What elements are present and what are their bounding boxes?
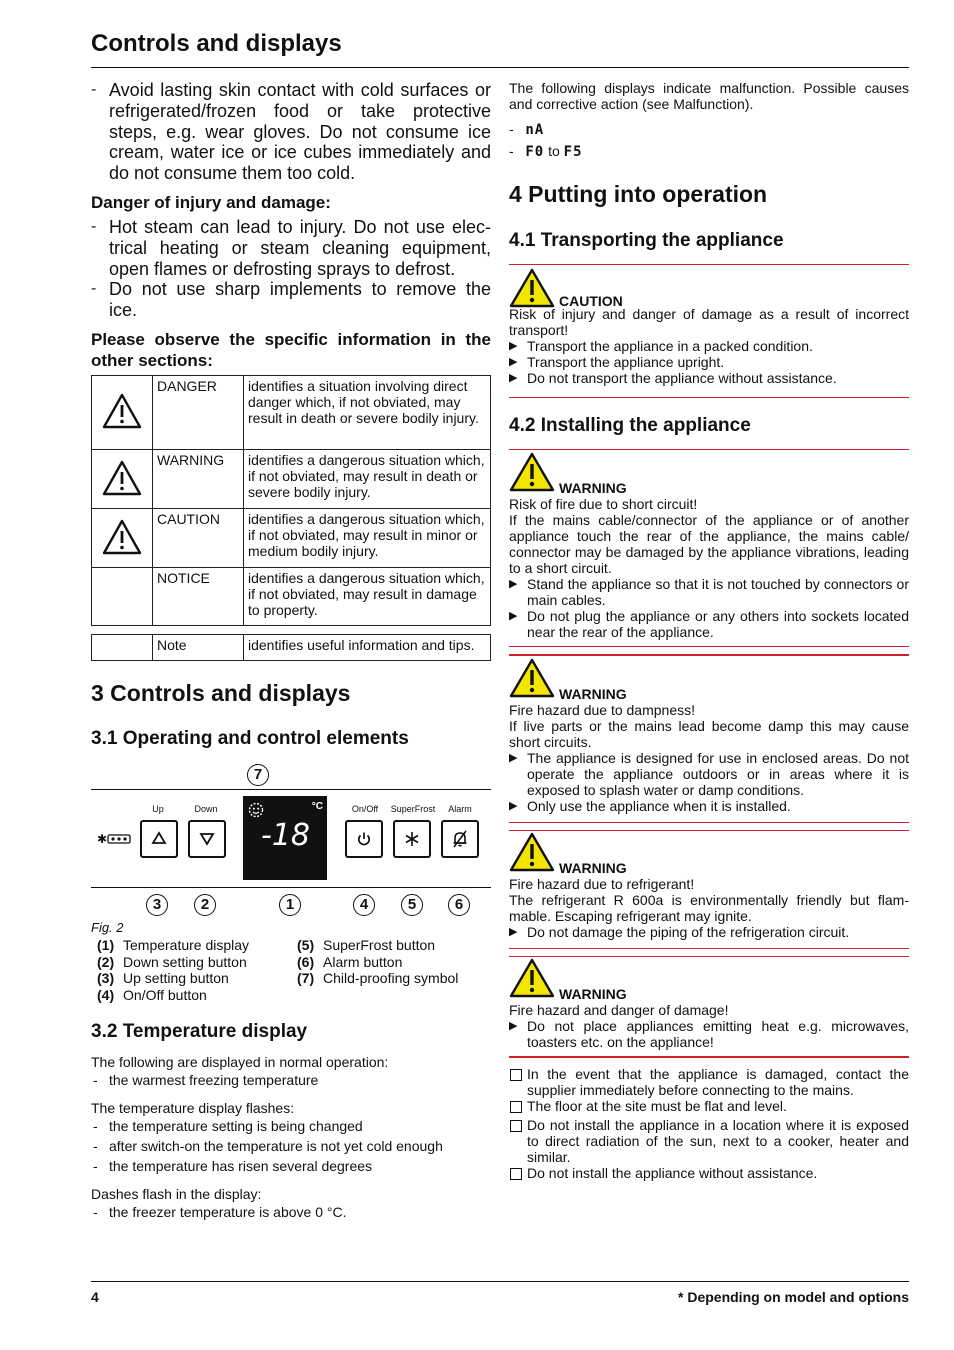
- header-rule: [91, 67, 909, 68]
- dash-list: [91, 1202, 491, 1222]
- list-item: Do not install the appliance without assistance.: [509, 1165, 909, 1181]
- temperature-display-text: [91, 1054, 491, 1222]
- note-description: identifies useful information and tips.: [244, 635, 491, 661]
- warning-triangle-icon: [509, 268, 555, 313]
- warning-line: If live parts or the mains lead become damp this may cause short circuits.: [509, 718, 909, 750]
- intro-bullet-list: [91, 80, 491, 184]
- panel-bottom-rule: [91, 887, 491, 888]
- list-item: ▶ Only use the appliance when it is installed.: [509, 798, 909, 814]
- triangle-up-icon: [142, 822, 176, 856]
- dash-intro: Dashes flash in the display:: [91, 1186, 262, 1202]
- warning-steps: [509, 576, 909, 640]
- section-4-title: 4 Putting into operation: [509, 181, 768, 207]
- list-item: - Hot steam can lead to injury. Do not use elec-trical heating or steam cleaning equipment, open flames or defrosting sprays to defrost.: [91, 217, 491, 279]
- page-number: 4: [91, 1289, 99, 1305]
- warning-label: WARNING: [559, 860, 627, 876]
- warning-triangle-icon: [509, 832, 555, 877]
- warning-triangle-icon: [92, 509, 153, 568]
- callout-6: 6: [448, 894, 470, 916]
- down-button[interactable]: [188, 820, 226, 858]
- power-icon: [347, 822, 381, 856]
- table-row: [92, 376, 491, 450]
- signal-description: identifies a situation involving direct danger which, if not obviated, may result in death or severe bodily injury.: [244, 376, 491, 450]
- table-row: [92, 509, 491, 568]
- red-rule: [509, 830, 909, 831]
- panel-top-rule: [91, 789, 491, 790]
- danger-heading: Danger of injury and damage:: [91, 192, 331, 212]
- checklist: [509, 1066, 909, 1181]
- legend-item: (2) Down setting button: [97, 953, 247, 970]
- warning-triangle-icon: [509, 452, 555, 497]
- code-f5: F5: [563, 144, 583, 160]
- caution-block: [509, 268, 909, 386]
- legend-left: [97, 937, 287, 1003]
- onoff-label: On/Off: [351, 804, 379, 814]
- list-item: ▶ Transport the appliance in a packed condition.: [509, 338, 909, 354]
- list-item: ▶ Transport the appliance upright.: [509, 354, 909, 370]
- red-rule: [509, 654, 909, 656]
- code-f0: F0: [525, 144, 545, 160]
- red-rule: [509, 1056, 909, 1058]
- note-table: [91, 634, 491, 661]
- signal-word-table: [91, 375, 491, 626]
- code-na: nA: [525, 122, 545, 138]
- legend-item: (7) Child-proofing symbol: [297, 970, 459, 986]
- alarm-button[interactable]: [441, 820, 479, 858]
- list-item: - the warmest freezing temperature: [91, 1070, 491, 1090]
- code-to-word: to: [548, 143, 560, 159]
- legend-right: [297, 937, 491, 987]
- list-item: - Do not use sharp implements to remove the ice.: [91, 279, 491, 321]
- callout-4: 4: [353, 894, 375, 916]
- list-item: ▶ Do not transport the appliance without assistance.: [509, 370, 909, 386]
- warning-line: Fire hazard and danger of damage!: [509, 1002, 729, 1018]
- flash-list: [91, 1116, 491, 1176]
- list-item: In the event that the appliance is damaged, contact the supplier immediately before connecting to the mains.: [509, 1066, 909, 1098]
- red-rule: [509, 646, 909, 647]
- warning-triangle-icon: [509, 658, 555, 703]
- malfunction-codes: [509, 119, 909, 163]
- legend-item: (3) Up setting button: [97, 970, 229, 986]
- red-rule: [509, 449, 909, 450]
- list-item: ▶ The appliance is designed for use in enclosed areas. Do not operate the appliance outdoors or in areas where it is exposed to splash water or damp conditions.: [509, 750, 909, 798]
- red-rule: [509, 264, 909, 265]
- danger-bullet-list: [91, 217, 491, 321]
- warning-triangle-icon: [509, 958, 555, 1003]
- triangle-down-icon: [190, 822, 224, 856]
- flash-intro: The temperature display flashes:: [91, 1100, 295, 1116]
- warning-steps: [509, 1018, 909, 1050]
- freezer-stars-icon: [97, 832, 133, 851]
- section-4-2-title: 4.2 Installing the appliance: [509, 415, 751, 436]
- list-item: ▶ Do not place appliances emitting heat e.g. microwaves, toasters etc. on the appliance!: [509, 1018, 909, 1050]
- warning-label: WARNING: [559, 986, 627, 1002]
- signal-label: WARNING: [153, 450, 244, 509]
- list-item: ▶ Stand the appliance so that it is not touched by connectors or main cables.: [509, 576, 909, 608]
- red-rule: [509, 956, 909, 957]
- normal-list: [91, 1070, 491, 1090]
- warning-line: Fire hazard due to refrigerant!: [509, 876, 695, 892]
- callout-2: 2: [194, 894, 216, 916]
- table-row: [92, 450, 491, 509]
- signal-label: DANGER: [153, 376, 244, 450]
- red-rule: [509, 822, 909, 823]
- section-3-1-title: 3.1 Operating and control elements: [91, 728, 409, 749]
- footer-rule: [91, 1281, 909, 1282]
- list-item: - the freezer temperature is above 0 °C.: [91, 1202, 491, 1222]
- table-row: [92, 635, 491, 661]
- up-button[interactable]: [140, 820, 178, 858]
- red-rule: [509, 397, 909, 398]
- normal-intro: The following are displayed in normal operation:: [91, 1054, 389, 1070]
- temperature-display: [243, 796, 327, 880]
- section-3-2-title: 3.2 Temperature display: [91, 1021, 308, 1042]
- note-label: Note: [153, 635, 244, 661]
- onoff-button[interactable]: [345, 820, 383, 858]
- legend-item: (6) Alarm button: [297, 953, 403, 970]
- callout-7: 7: [247, 764, 269, 786]
- list-item: - the temperature setting is being changed: [91, 1116, 491, 1136]
- observe-heading: Please observe the specific information in the other sections:: [91, 329, 491, 370]
- warning-label: WARNING: [559, 686, 627, 702]
- legend-item: (1) Temperature display: [97, 937, 250, 953]
- display-unit: °C: [311, 801, 323, 812]
- caution-label: CAUTION: [559, 293, 623, 309]
- signal-word-table-wrapper: [91, 375, 491, 661]
- malfunction-intro: The following displays indicate malfunction. Possible causes and corrective action (see Malfunction).: [509, 80, 909, 112]
- list-item: The floor at the site must be flat and level.: [509, 1098, 909, 1114]
- down-label: Down: [194, 804, 218, 814]
- page-header: Controls and displays: [91, 30, 342, 57]
- warning-block-2: [509, 658, 909, 814]
- list-item: - after switch-on the temperature is not yet cold enough: [91, 1136, 491, 1156]
- callout-3: 3: [146, 894, 168, 916]
- alarm-muted-icon: [443, 822, 477, 856]
- list-item: Do not install the appliance in a location where it is exposed to direct radiation of the sun, next to a cooker, heater and similar.: [509, 1117, 909, 1165]
- section-4-1-title: 4.1 Transporting the appliance: [509, 230, 784, 251]
- signal-description: identifies a dangerous situation which, if not obviated, may result in minor or medium bodily injury.: [244, 509, 491, 568]
- legend-item: (5) SuperFrost button: [297, 937, 436, 953]
- caution-text: Risk of injury and danger of damage as a result of incorrect transport!: [509, 306, 909, 338]
- signal-description: identifies a dangerous situation which, if not obviated, may result in damage to property.: [244, 568, 491, 626]
- left-column: [91, 80, 491, 371]
- warning-triangle-icon: [92, 450, 153, 509]
- list-item: ▶ Do not plug the appliance or any others into sockets located near the rear of the appliance.: [509, 608, 909, 640]
- control-panel-figure: [91, 762, 491, 922]
- figure-caption: Fig. 2: [91, 920, 124, 935]
- checklist-items: [509, 1066, 909, 1181]
- svg-text:✱: ✱: [97, 832, 108, 846]
- code-line-1: - nA: [509, 121, 545, 138]
- legend-item: (4) On/Off button: [97, 986, 207, 1003]
- up-label: Up: [152, 804, 164, 814]
- warning-block-1: [509, 452, 909, 640]
- alarm-label: Alarm: [448, 804, 472, 814]
- warning-line: If the mains cable/connector of the appliance or of another appliance touch the rear of the appliance, the mains cable/ connector may be damaged by the appliance vibrations, leading to a short circuit.: [509, 512, 909, 576]
- table-row: [92, 568, 491, 626]
- section-3-title: 3 Controls and displays: [91, 680, 351, 706]
- callout-1: 1: [279, 894, 301, 916]
- footer-note: * Depending on model and options: [678, 1289, 909, 1305]
- signal-label: CAUTION: [153, 509, 244, 568]
- signal-description: identifies a dangerous situation which, if not obviated, may result in death or severe bodily injury.: [244, 450, 491, 509]
- warning-block-4: [509, 958, 909, 1050]
- red-rule: [509, 948, 909, 949]
- warning-label: WARNING: [559, 480, 627, 496]
- warning-line: Fire hazard due to dampness!: [509, 702, 695, 718]
- warning-steps: [509, 924, 909, 940]
- list-item: - the temperature has risen several degrees: [91, 1156, 491, 1176]
- snowflake-icon: [395, 822, 429, 856]
- display-value: -18: [261, 818, 310, 853]
- warning-line: The refrigerant R 600a is environmentally friendly but flam-mable. Escaping refrigerant may ignite.: [509, 892, 909, 924]
- signal-label: NOTICE: [153, 568, 244, 626]
- caution-steps: [509, 338, 909, 386]
- warning-line: Risk of fire due to short circuit!: [509, 496, 698, 512]
- list-item: - Avoid lasting skin contact with cold surfaces or refrigerated/frozen food or take protective steps, e.g. wear gloves. Do not consume ice cream, water ice or ice cubes immediately and do not consume them too cold.: [91, 80, 491, 184]
- empty-icon-cell: [92, 568, 153, 626]
- list-item: ▶ Do not damage the piping of the refrigeration circuit.: [509, 924, 909, 940]
- superfrost-button[interactable]: [393, 820, 431, 858]
- code-line-2: - F0 to F5: [509, 143, 583, 160]
- empty-icon-cell: [92, 635, 153, 661]
- superfrost-label: SuperFrost: [390, 804, 436, 814]
- warning-triangle-icon: [92, 376, 153, 450]
- warning-steps: [509, 750, 909, 814]
- callout-5: 5: [401, 894, 423, 916]
- warning-block-3: [509, 832, 909, 940]
